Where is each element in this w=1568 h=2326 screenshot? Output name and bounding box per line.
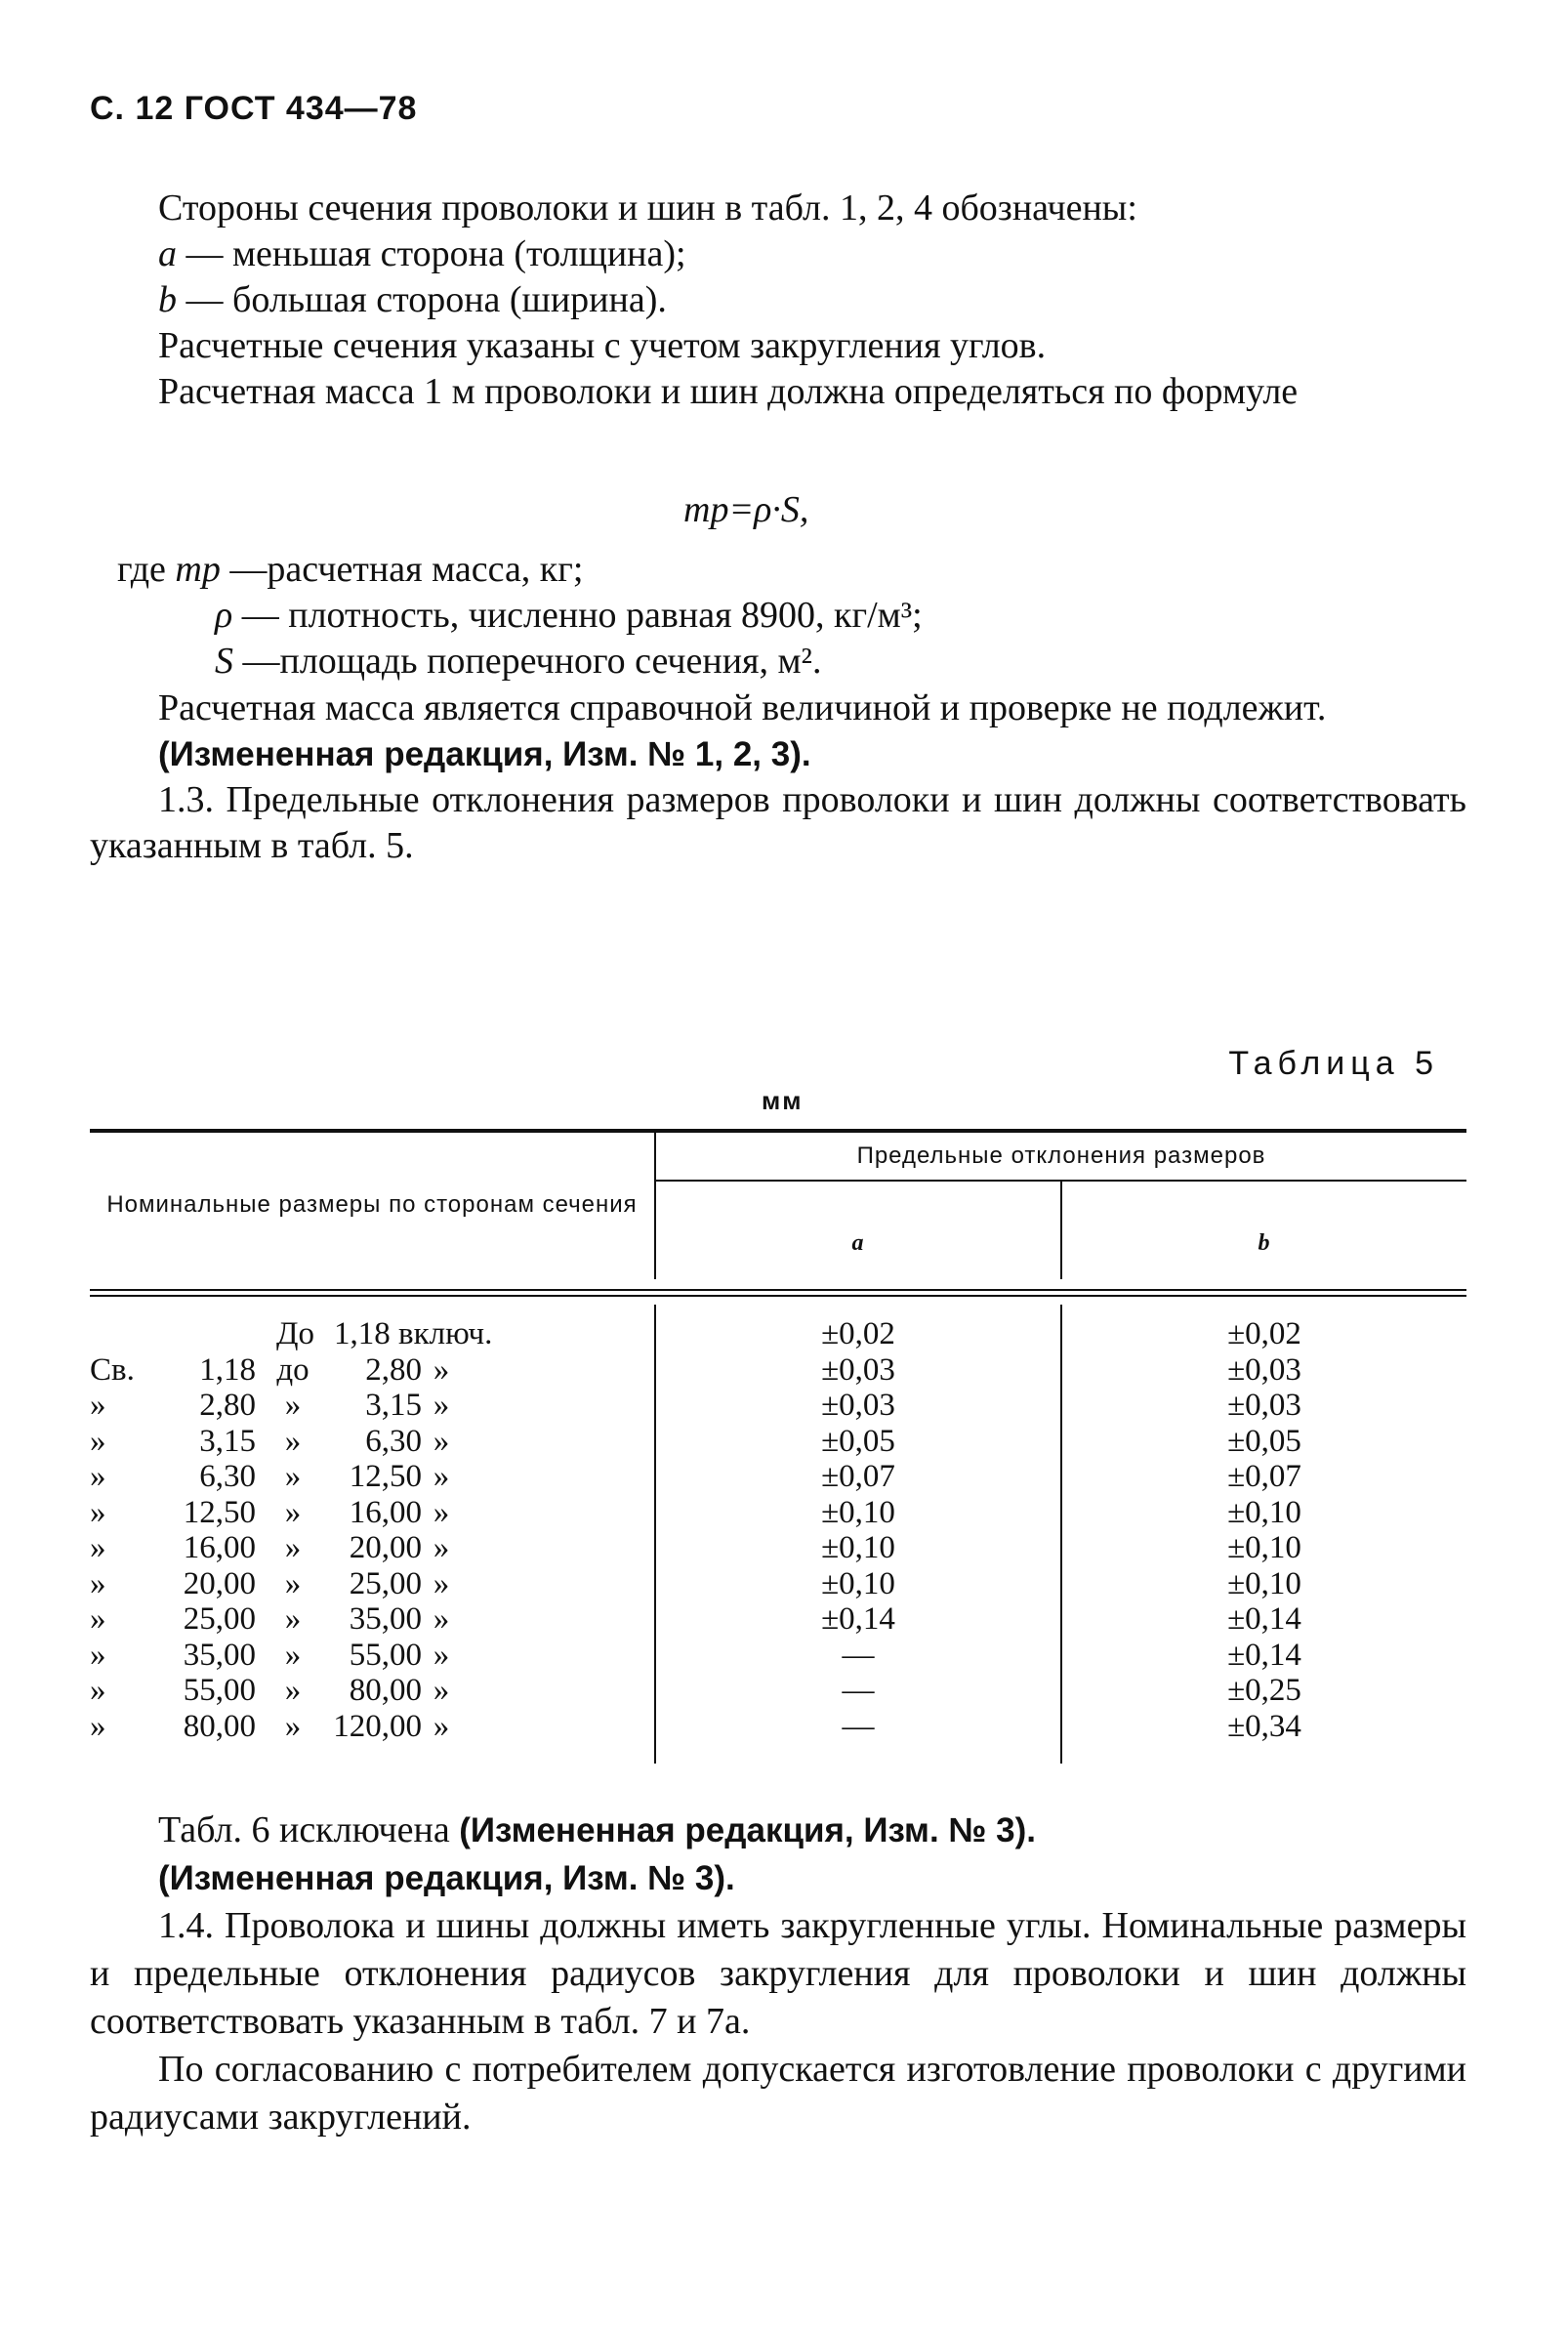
- row-mid: »: [284, 1565, 302, 1601]
- table-row: [90, 1566, 1466, 1601]
- mass-formula: mp=ρ·S,: [683, 489, 809, 530]
- after-table-block: [90, 1807, 1466, 2141]
- table-row: [90, 1601, 1466, 1637]
- row-q: »: [433, 1423, 450, 1459]
- row-to: 20,00: [349, 1530, 422, 1565]
- side-b-definition: [90, 277, 1466, 323]
- header-tolerances: Предельные отклонения размеров: [856, 1142, 1266, 1169]
- row-tolerance-a: ±0,05: [821, 1423, 895, 1459]
- row-mid: »: [284, 1388, 302, 1423]
- side-a-definition: [90, 231, 1466, 277]
- row-pre: »: [90, 1708, 106, 1744]
- mass-reference-note: Расчетная масса является справочной величиной и проверке не подлежит.: [158, 687, 1327, 728]
- symbol-b: b: [158, 279, 177, 320]
- amendment-note-2: (Измененная редакция, Изм. № 3).: [158, 1859, 735, 1897]
- row-mid: до: [276, 1351, 309, 1388]
- amendment-note-1: (Измененная редакция, Изм. № 1, 2, 3).: [158, 735, 811, 773]
- row-mid: »: [284, 1673, 302, 1708]
- clause-1-3: 1.3. Предельные отклонения размеров проволоки и шин должны соответствовать указанным в табл. 5.: [90, 779, 1466, 866]
- row-tolerance-b: ±0,05: [1227, 1423, 1301, 1459]
- page-header: С. 12 ГОСТ 434—78: [90, 90, 418, 127]
- row-pre: »: [90, 1530, 106, 1565]
- row-q: »: [433, 1459, 450, 1494]
- row-tolerance-a: ±0,07: [821, 1459, 895, 1494]
- definition-mp: [117, 547, 923, 593]
- header-col-a: a: [851, 1230, 865, 1256]
- row-tolerance-b: ±0,02: [1227, 1316, 1301, 1351]
- row-pre: »: [90, 1673, 106, 1708]
- definition-s: [117, 639, 923, 685]
- mass-formula-intro: Расчетная масса 1 м проволоки и шин должна определяться по формуле: [158, 371, 1299, 412]
- row-from: 6,30: [199, 1459, 256, 1494]
- row-pre: »: [90, 1388, 106, 1423]
- row-to: 3,15: [365, 1388, 422, 1423]
- definition-rho-text: — плотность, численно равная 8900, кг/м³;: [241, 595, 923, 636]
- row-from: 1,18: [199, 1351, 256, 1388]
- row-from: 12,50: [183, 1494, 256, 1530]
- row-pre: Св.: [90, 1351, 135, 1388]
- definition-rho: [117, 593, 923, 639]
- row-q: »: [433, 1673, 450, 1708]
- row-pre: »: [90, 1494, 106, 1530]
- row-pre: »: [90, 1565, 106, 1601]
- rounding-note: Расчетные сечения указаны с учетом закругления углов.: [158, 325, 1047, 366]
- row-mid: »: [284, 1637, 302, 1673]
- table-row: [90, 1530, 1466, 1565]
- row-q: »: [433, 1388, 450, 1423]
- table-unit: мм: [762, 1086, 804, 1115]
- row-tolerance-b: ±0,07: [1227, 1459, 1301, 1494]
- row-from: 25,00: [183, 1601, 256, 1637]
- formula-definitions: [117, 547, 923, 685]
- table-header-rule-1: [90, 1289, 1466, 1291]
- row-tolerance-b: ±0,10: [1227, 1494, 1301, 1530]
- definition-mp-text: —расчетная масса, кг;: [229, 549, 584, 590]
- row-from: 3,15: [199, 1423, 256, 1459]
- table-row: [90, 1424, 1466, 1459]
- mass-note-block: [90, 685, 1466, 869]
- row-tolerance-a: ±0,10: [821, 1530, 895, 1565]
- definition-s-text: —площадь поперечного сечения, м².: [242, 641, 822, 682]
- row-q: »: [433, 1601, 450, 1637]
- row-q: »: [433, 1494, 450, 1530]
- row-tolerance-b: ±0,14: [1227, 1601, 1301, 1637]
- symbol-s: S: [215, 641, 233, 682]
- row-q: »: [433, 1708, 450, 1744]
- row-tolerance-a: ±0,10: [821, 1565, 895, 1601]
- row-tolerance-a: ±0,10: [821, 1494, 895, 1530]
- row-tolerance-a: ±0,03: [821, 1351, 895, 1388]
- row-tolerance-b: ±0,10: [1227, 1565, 1301, 1601]
- table-top-rule: [90, 1129, 1466, 1133]
- sides-notation-text: Стороны сечения проволоки и шин в табл. 1, 2, 4 обозначены:: [158, 187, 1137, 228]
- row-mid: »: [284, 1708, 302, 1744]
- tolerance-table: [90, 1123, 1466, 1764]
- row-pre: »: [90, 1637, 106, 1673]
- table-row: [90, 1638, 1466, 1673]
- row-pre: »: [90, 1459, 106, 1494]
- row-q: »: [433, 1530, 450, 1565]
- intro-block: [90, 186, 1466, 415]
- row-to: 120,00: [333, 1708, 422, 1744]
- row-from: 80,00: [183, 1708, 256, 1744]
- row-mid: »: [284, 1494, 302, 1530]
- agreement-note: По согласованию с потребителем допускается изготовление проволоки с другими радиусами закруглений.: [90, 2049, 1466, 2138]
- row-pre: »: [90, 1423, 106, 1459]
- row-to: 80,00: [349, 1673, 422, 1708]
- clause-1-4: 1.4. Проволока и шины должны иметь закругленные углы. Номинальные размеры и предельные отклонения радиусов закругления для проволоки и шин должны соответствовать указанным в табл. 7 и 7а.: [90, 1905, 1466, 2042]
- symbol-a: a: [158, 233, 177, 274]
- row-mid: »: [284, 1423, 302, 1459]
- table-row: [90, 1316, 1466, 1351]
- table-row: [90, 1495, 1466, 1530]
- row-to: 12,50: [349, 1459, 422, 1494]
- row-to: 35,00: [349, 1601, 422, 1637]
- row-mid: »: [284, 1601, 302, 1637]
- table-6-text: Табл. 6 исключена: [158, 1809, 460, 1850]
- table-row: [90, 1388, 1466, 1423]
- table-row: [90, 1709, 1466, 1744]
- row-from: 35,00: [183, 1637, 256, 1673]
- row-to: 55,00: [349, 1637, 422, 1673]
- row-tolerance-b: ±0,34: [1227, 1708, 1301, 1744]
- row-pre: »: [90, 1601, 106, 1637]
- symbol-mp: mp: [175, 549, 221, 590]
- table-row: [90, 1352, 1466, 1388]
- symbol-rho: ρ: [215, 595, 233, 636]
- row-from: 55,00: [183, 1673, 256, 1708]
- row-mid: »: [284, 1459, 302, 1494]
- definition-prefix: где: [117, 549, 166, 590]
- row-tolerance-b: ±0,03: [1227, 1351, 1301, 1388]
- header-nominal-sizes: Номинальные размеры по сторонам сечения: [106, 1191, 638, 1218]
- table-caption: Таблица 5: [1228, 1045, 1439, 1082]
- row-tolerance-b: ±0,10: [1227, 1530, 1301, 1565]
- row-tolerance-a: ±0,14: [821, 1601, 895, 1637]
- table-6-amendment: (Измененная редакция, Изм. № 3).: [459, 1811, 1036, 1849]
- side-a-text: — меньшая сторона (толщина);: [177, 233, 686, 274]
- row-tolerance-a: —: [842, 1708, 875, 1744]
- row-to: 2,80: [365, 1351, 422, 1388]
- row-from: 20,00: [183, 1565, 256, 1601]
- header-col-b: b: [1258, 1230, 1271, 1256]
- row-tolerance-b: ±0,03: [1227, 1388, 1301, 1423]
- row-q: »: [433, 1351, 450, 1388]
- table-row: [90, 1673, 1466, 1708]
- row-to: 16,00: [349, 1494, 422, 1530]
- row-q: »: [433, 1565, 450, 1601]
- row-q: »: [433, 1637, 450, 1673]
- row-tolerance-a: ±0,02: [821, 1316, 895, 1351]
- row-tolerance-a: —: [842, 1673, 875, 1708]
- row-to: 1,18 включ.: [334, 1316, 493, 1351]
- row-from: До: [275, 1316, 314, 1351]
- row-from: 2,80: [199, 1388, 256, 1423]
- row-tolerance-b: ±0,14: [1227, 1637, 1301, 1673]
- row-from: 16,00: [183, 1530, 256, 1565]
- row-mid: »: [284, 1530, 302, 1565]
- side-b-text: — большая сторона (ширина).: [177, 279, 667, 320]
- row-to: 6,30: [365, 1423, 422, 1459]
- row-to: 25,00: [349, 1565, 422, 1601]
- table-header-rule-2: [90, 1295, 1466, 1297]
- table-row: [90, 1459, 1466, 1494]
- table-6-excluded: [90, 1807, 1466, 1854]
- row-tolerance-b: ±0,25: [1227, 1673, 1301, 1708]
- row-tolerance-a: ±0,03: [821, 1388, 895, 1423]
- row-tolerance-a: —: [842, 1637, 875, 1673]
